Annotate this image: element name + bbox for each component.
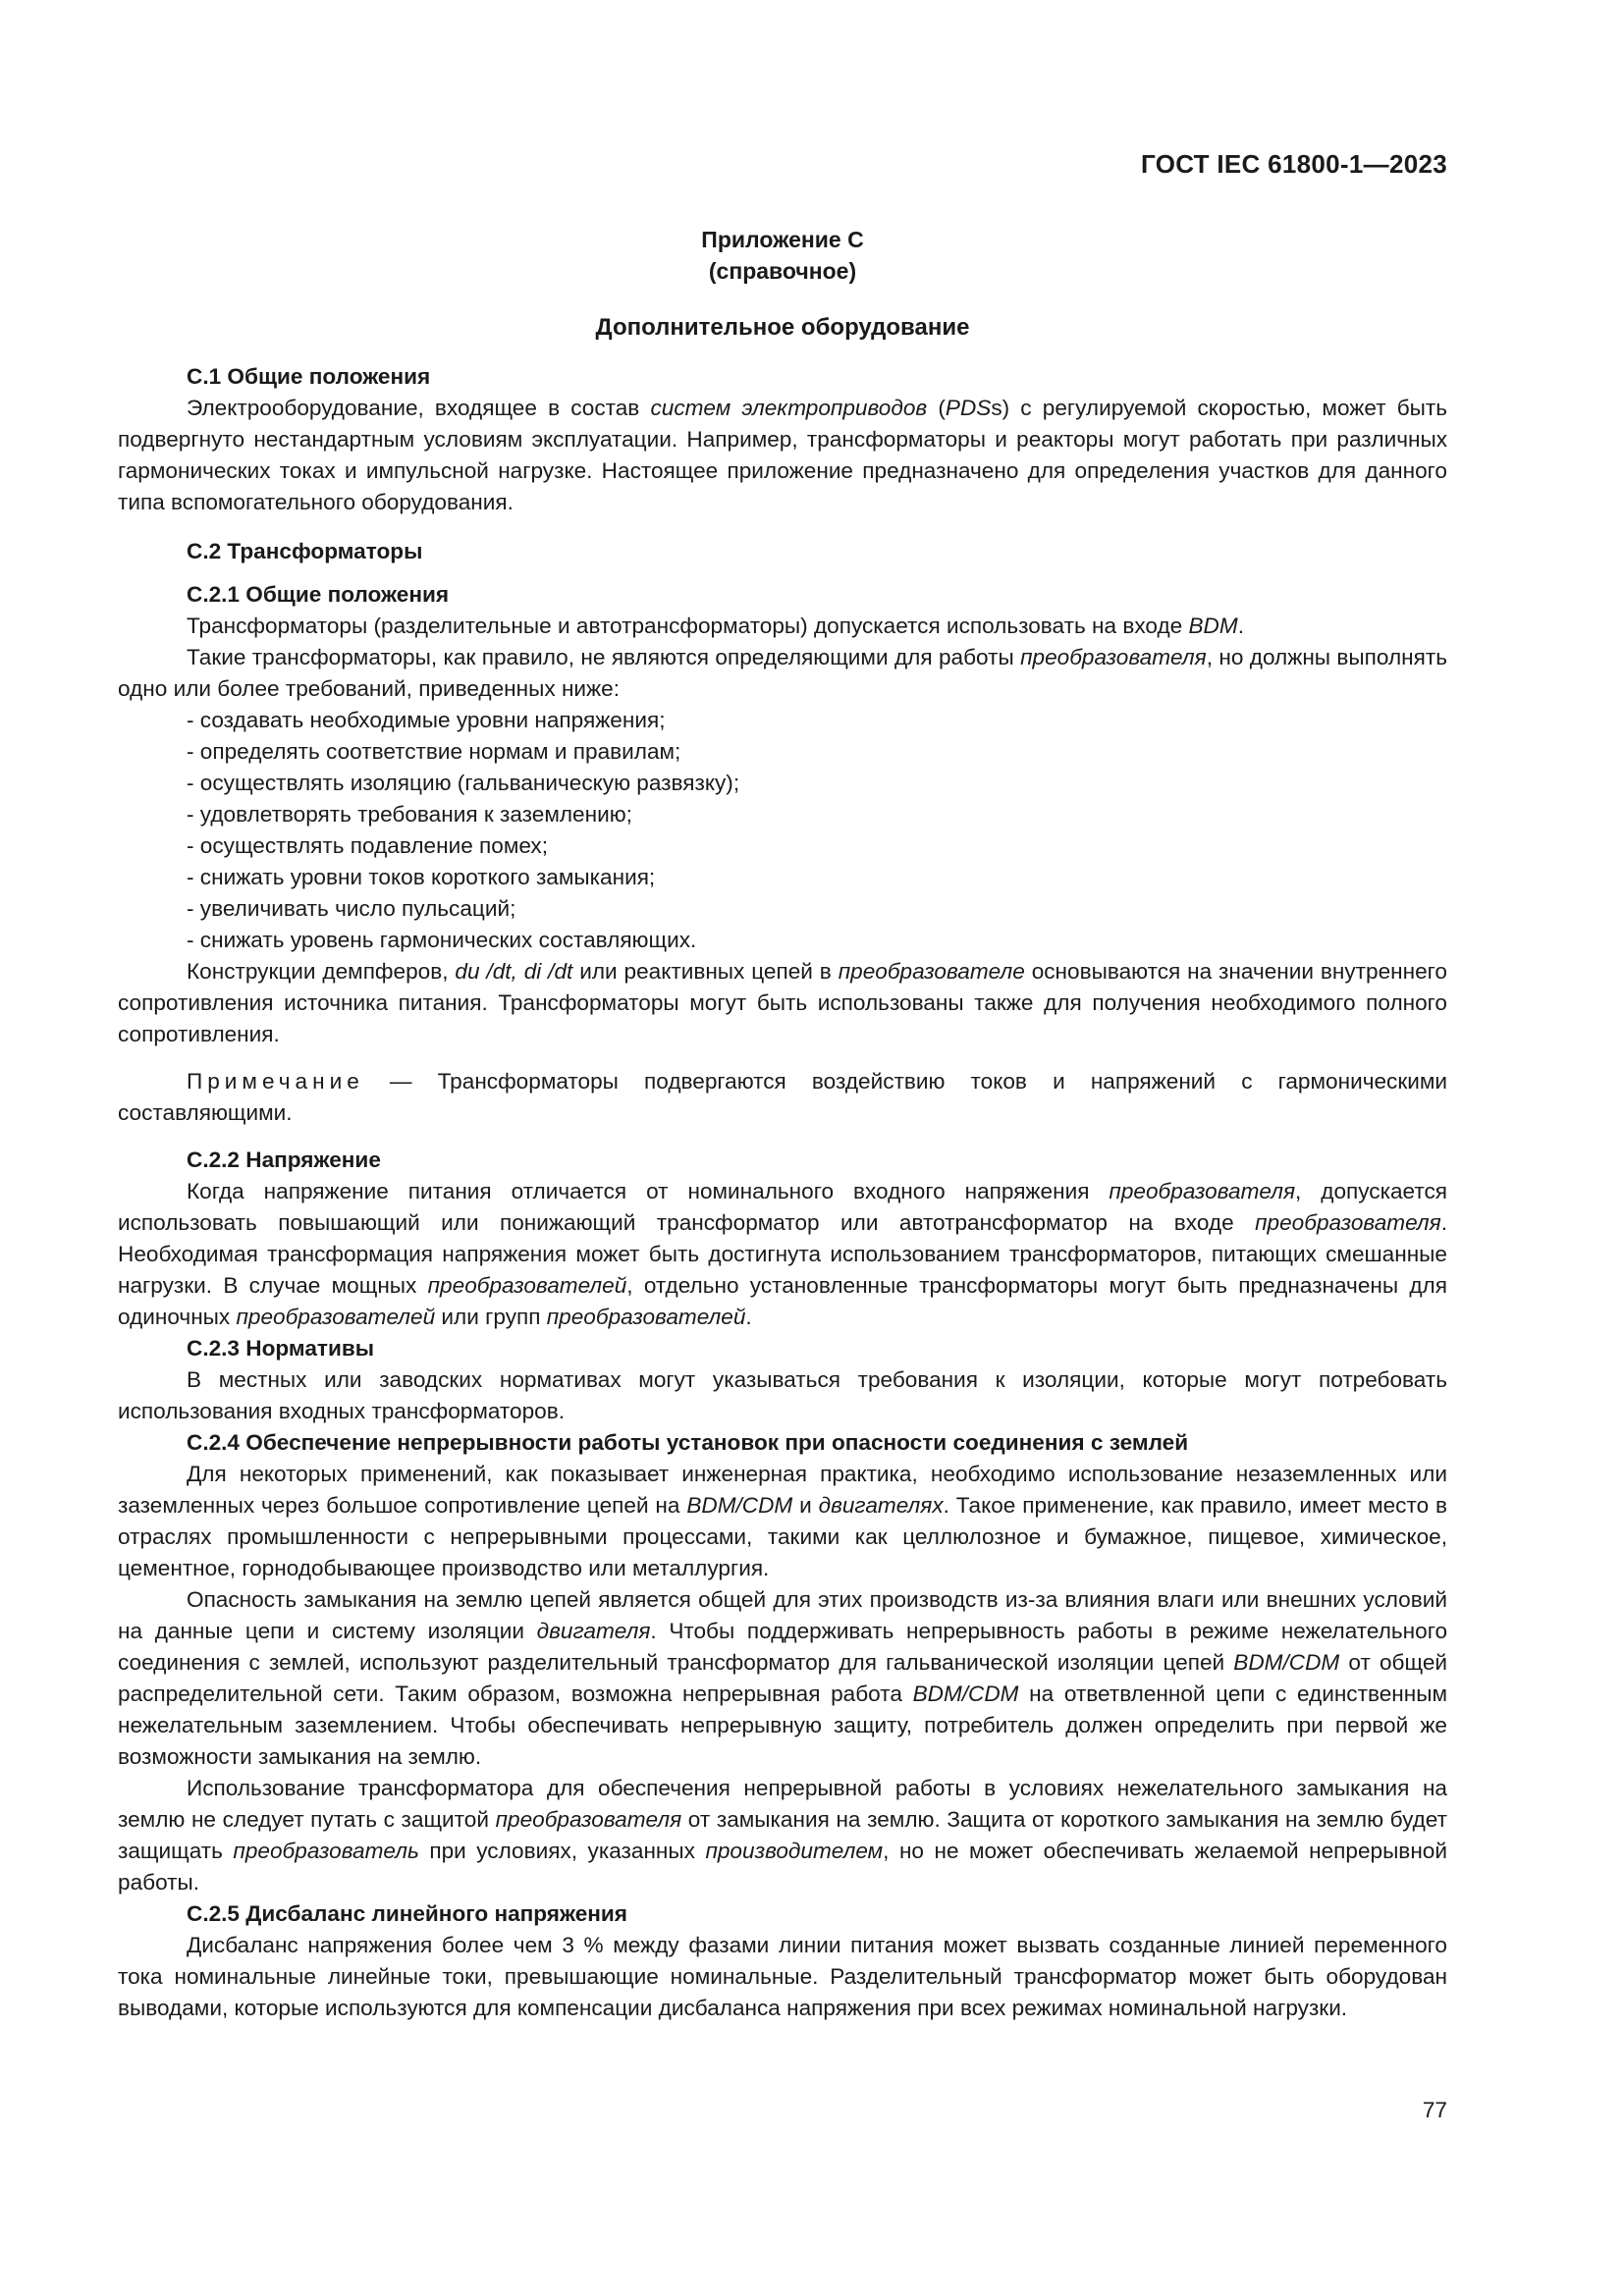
paragraph-c1-1: Электрооборудование, входящее в состав систем электроприводов (PDSs) с регулируемой скоростью, может быть подвергнуто нестандартным условиям эксплуатации. Например, трансформаторы и реакторы могут работать при различных гармонических токах и импульсной нагрузке. Настоящее приложение предназначено для определения участков для данного типа вспомогательного оборудования. <box>118 396 1447 514</box>
paragraph-c24-1: Для некоторых применений, как показывает инженерная практика, необходимо использование незаземленных или заземленных через большое сопротивление цепей на BDM/CDM и двигателях. Такое применение, как правило, имеет место в отраслях промышленности с непрерывными процессами, такими как целлюлозное и бумажное, пищевое, химическое, цементное, горнодобывающее производство или металлургия. <box>118 1462 1447 1580</box>
document-code: ГОСТ IEC 61800-1—2023 <box>1141 149 1447 179</box>
list-item: - увеличивать число пульсаций; <box>187 896 516 921</box>
section-heading-c2: С.2 Трансформаторы <box>187 539 423 563</box>
section-heading-c25: С.2.5 Дисбаланс линейного напряжения <box>187 1901 627 1926</box>
annex-label: Приложение С <box>701 227 864 252</box>
page-content <box>118 224 1447 2024</box>
paragraph-c25-1: Дисбаланс напряжения более чем 3 % между фазами линии питания может вызвать созданные линией переменного тока номинальные линейные токи, превышающие номинальные. Разделительный трансформатор может быть оборудован выводами, которые используются для компенсации дисбаланса напряжения при всех режимах номинальной нагрузки. <box>118 1933 1447 2020</box>
paragraph-c21-3: Конструкции демпферов, du /dt, di /dt или реактивных цепей в преобразователе основываются на значении внутреннего сопротивления источника питания. Трансформаторы могут быть использованы также для получения необходимого полного сопротивления. <box>118 959 1447 1046</box>
section-heading-c21: С.2.1 Общие положения <box>187 582 450 607</box>
list-item: - снижать уровень гармонических составляющих. <box>187 928 697 952</box>
section-heading-c24: С.2.4 Обеспечение непрерывности работы установок при опасности соединения с землей <box>187 1430 1189 1455</box>
requirements-list <box>118 705 1447 956</box>
list-item: - осуществлять подавление помех; <box>187 833 549 858</box>
paragraph-c21-1: Трансформаторы (разделительные и автотрансформаторы) допускается использовать на входе BDM. <box>187 614 1244 638</box>
list-item: - снижать уровни токов короткого замыкания; <box>187 865 656 889</box>
paragraph-c24-3: Использование трансформатора для обеспечения непрерывной работы в условиях нежелательного замыкания на землю не следует путать с защитой преобразователя от замыкания на землю. Защита от короткого замыкания на землю будет защищать преобразователь при условиях, указанных производителем, но не может обеспечивать желаемой непрерывной работы. <box>118 1776 1447 1895</box>
annex-title: Дополнительное оборудование <box>595 314 970 341</box>
paragraph-c24-2: Опасность замыкания на землю цепей является общей для этих производств из-за влияния влаги или внешних условий на данные цепи и систему изоляции двигателя. Чтобы поддерживать непрерывность работы в режиме нежелательного соединения с землей, используют разделительный трансформатор для гальванической изоляции цепей BDM/CDM от общей распределительной сети. Таким образом, возможна непрерывная работа BDM/CDM на ответвленной цепи с единственным нежелательным заземлением. Чтобы обеспечивать непрерывную защиту, потребитель должен определить при первой же возможности замыкания на землю. <box>118 1587 1448 1769</box>
annex-type: (справочное) <box>708 258 857 284</box>
list-item: - осуществлять изоляцию (гальваническую развязку); <box>187 771 740 795</box>
section-heading-c22: С.2.2 Напряжение <box>187 1148 381 1172</box>
note: Примечание — Трансформаторы подвергаются воздействию токов и напряжений с гармоническими составляющими. <box>118 1069 1447 1125</box>
note-label: Примечание <box>187 1069 364 1094</box>
list-item: - удовлетворять требования к заземлению; <box>187 802 632 827</box>
page-number: 77 <box>1422 2098 1447 2122</box>
paragraph-c21-2: Такие трансформаторы, как правило, не являются определяющими для работы преобразователя, но должны выполнять одно или более требований, приведенных ниже: <box>118 645 1447 701</box>
list-item: - определять соответствие нормам и правилам; <box>187 739 681 764</box>
section-heading-c1: С.1 Общие положения <box>187 364 431 389</box>
list-item: - создавать необходимые уровни напряжения; <box>187 708 666 732</box>
paragraph-c22-1: Когда напряжение питания отличается от номинального входного напряжения преобразователя, допускается использовать повышающий или понижающий трансформатор или автотрансформатор на входе преобразователя. Необходимая трансформация напряжения может быть достигнута использованием трансформаторов, питающих смешанные нагрузки. В случае мощных преобразователей, отдельно установленные трансформаторы могут быть предназначены для одиночных преобразователей или групп преобразователей. <box>118 1179 1447 1329</box>
section-heading-c23: С.2.3 Нормативы <box>187 1336 375 1361</box>
paragraph-c23-1: В местных или заводских нормативах могут указываться требования к изоляции, которые могут потребовать использования входных трансформаторов. <box>118 1367 1447 1423</box>
